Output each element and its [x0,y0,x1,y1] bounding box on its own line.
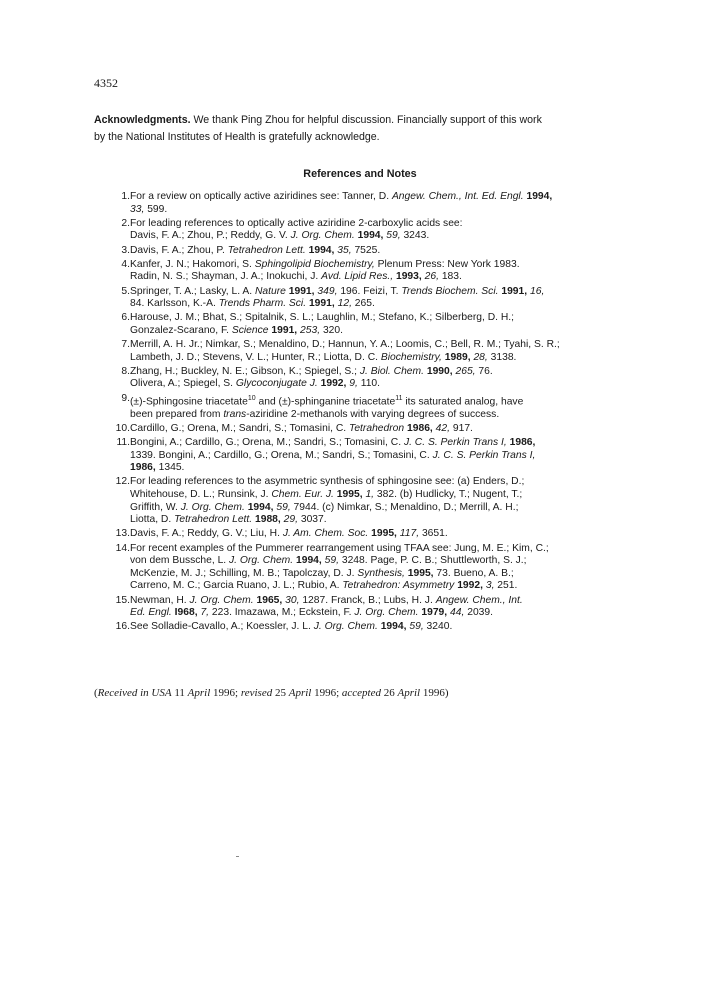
reference-number: 8. [121,365,130,377]
reference-text [130,437,654,475]
reference-line: 1339. Bongini, A.; Cardillo, G.; Orena, M.; Sandri, S.; Tomasini, C. J. C. S. Perkin Trans I, [130,449,536,461]
reference-line: Whitehouse, D. L.; Runsink, J. Chem. Eur. J. 1995, 1, 382. (b) Hudlicky, T.; Nugent, T.; [130,489,523,501]
reference-number: 3. [121,244,130,256]
acknowledgments-line-1: We thank Ping Zhou for helpful discussion. Financially support of this work [190,114,542,126]
reference-text [130,543,654,593]
reference-text [130,259,654,284]
reference-number: 14. [115,542,130,554]
acknowledgments-line-2: by the National Institutes of Health is gratefully acknowledge. [94,131,380,143]
reference-line: Bongini, A.; Cardillo, G.; Orena, M.; Sandri, S.; Tomasini, C. J. C. S. Perkin Trans I, 1986, [130,437,536,449]
reference-text [130,286,654,311]
reference-line: Harouse, J. M.; Bhat, S.; Spitalnik, S. L.; Laughlin, M.; Stefano, K.; Silberberg, D. H.; [130,312,515,324]
reference-line: For leading references to the asymmetric synthesis of sphingosine see: (a) Enders, D.; [130,476,525,488]
reference-text [130,476,654,526]
reference-number: 11. [116,437,130,449]
reference-item [94,218,654,243]
acknowledgments [94,112,654,146]
received-dates: (Received in USA 11 April 1996; revised 25 April 1996; accepted 26 April 1996) [94,687,449,699]
reference-line: von dem Bussche, L. J. Org. Chem. 1994, 59, 3248. Page, P. C. B.; Shuttleworth, S. J.; [130,555,527,567]
reference-item [94,621,654,634]
reference-text [130,366,654,391]
reference-text [130,621,654,634]
reference-line: For leading references to optically active aziridine 2-carboxylic acids see: [130,217,463,229]
reference-number: 10. [115,422,130,434]
reference-line: 84. Karlsson, K.-A. Trends Pharm. Sci. 1991, 12, 265. [130,298,375,310]
reference-line: Davis, F. A.; Reddy, G. V.; Liu, H. J. Am. Chem. Soc. 1995, 117, 3651. [130,528,448,540]
reference-item [94,476,654,526]
reference-item [94,423,654,436]
reference-line: Lambeth, J. D.; Stevens, V. L.; Hunter, R.; Liotta, D. C. Biochemistry, 1989, 28, 3138. [130,351,517,363]
reference-line: Carreno, M. C.; Garcia Ruano, J. L.; Rubio, A. Tetrahedron: Asymmetry 1992, 3, 251. [130,580,518,592]
reference-line: Kanfer, J. N.; Hakomori, S. Sphingolipid Biochemistry, Plenum Press: New York 1983. [130,258,520,270]
reference-line: Cardillo, G.; Orena, M.; Sandri, S.; Tomasini, C. Tetrahedron 1986, 42, 917. [130,422,473,434]
reference-text [130,528,654,541]
reference-text [130,312,654,337]
reference-line: 33, 599. [130,203,168,215]
reference-line: For a review on optically active aziridines see: Tanner, D. Angew. Chem., Int. Ed. Engl. 1994, [130,191,553,202]
reference-line: 1986, 1345. [130,462,185,474]
reference-text [130,191,654,216]
reference-line: See Solladie-Cavallo, A.; Koessler, J. L. J. Org. Chem. 1994, 59, 3240. [130,621,453,633]
reference-number: 2. [121,217,130,229]
references-list [94,191,654,636]
reference-number: 4. [121,258,130,270]
reference-text [130,218,654,243]
reference-item [94,191,654,216]
reference-item [94,393,654,422]
references-heading: References and Notes [303,168,417,180]
reference-line: Merrill, A. H. Jr.; Nimkar, S.; Menaldino, D.; Hannun, Y. A.; Loomis, C.; Bell, R. M.; Tyahi, S. R.; [130,339,560,351]
reference-line: Radin, N. S.; Shayman, J. A.; Inokuchi, J. Avd. Lipid Res., 1993, 26, 183. [130,271,462,283]
reference-number: 5. [121,285,130,297]
reference-item [94,259,654,284]
reference-number: 7. [121,339,130,351]
reference-text [130,245,654,258]
reference-line: Newman, H. J. Org. Chem. 1965, 30, 1287. Franck, B.; Lubs, H. J. Angew. Chem., Int. [130,594,523,606]
reference-item [94,437,654,475]
reference-item [94,286,654,311]
page-number: 4352 [94,76,118,90]
reference-line: Olivera, A.; Spiegel, S. Glycoconjugate J. 1992, 9, 110. [130,378,381,390]
reference-item [94,245,654,258]
reference-number: 16. [115,621,130,633]
reference-item [94,366,654,391]
reference-item [94,528,654,541]
acknowledgments-heading: Acknowledgments. [94,114,191,126]
reference-item [94,339,654,364]
reference-line: Springer, T. A.; Lasky, L. A. Nature 1991, 349, 196. Feizi, T. Trends Biochem. Sci. 1991, 16, [130,285,545,297]
reference-line: Zhang, H.; Buckley, N. E.; Gibson, K.; Spiegel, S.; J. Biol. Chem. 1990, 265, 76. [130,365,493,377]
reference-line: Griffith, W. J. Org. Chem. 1994, 59, 7944. (c) Nimkar, S.; Menaldino, D.; Merrill, A. H.; [130,501,519,513]
reference-line: Liotta, D. Tetrahedron Lett. 1988, 29, 3037. [130,514,327,526]
page-mark [236,856,239,857]
reference-line: McKenzie, M. J.; Schilling, M. B.; Tapolczay, D. J. Synthesis, 1995, 73. Bueno, A. B.; [130,567,514,579]
reference-item [94,543,654,593]
reference-text [130,595,654,620]
reference-line: (±)-Sphingosine triacetate$^{10}$ and (±)-sphinganine triacetate$^{11}$ its saturated analog, have [130,394,524,408]
reference-line: Davis, F. A.; Zhou, P. Tetrahedron Lett. 1994, 35, 7525. [130,244,381,256]
reference-text [130,423,654,436]
reference-item [94,312,654,337]
reference-line: Ed. Engl. I968, 7, 223. Imazawa, M.; Eckstein, F. J. Org. Chem. 1979, 44, 2039. [130,607,493,619]
reference-text [130,393,654,422]
reference-line: been prepared from trans-aziridine 2-methanols with varying degrees of success. [130,408,500,420]
reference-number: 12. [115,476,130,488]
reference-line: Davis, F. A.; Zhou, P.; Reddy, G. V. J. Org. Chem. 1994, 59, 3243. [130,230,430,242]
reference-number: 9. [121,392,130,404]
reference-number: 13. [115,528,130,540]
reference-text [130,339,654,364]
reference-number: 6. [121,312,130,324]
reference-number: 15. [115,594,130,606]
reference-item [94,595,654,620]
reference-number: 1. [121,191,130,202]
reference-line: For recent examples of the Pummerer rearrangement using TFAA see: Jung, M. E.; Kim, C.; [130,542,549,554]
reference-line: Gonzalez-Scarano, F. Science 1991, 253, 320. [130,324,343,336]
